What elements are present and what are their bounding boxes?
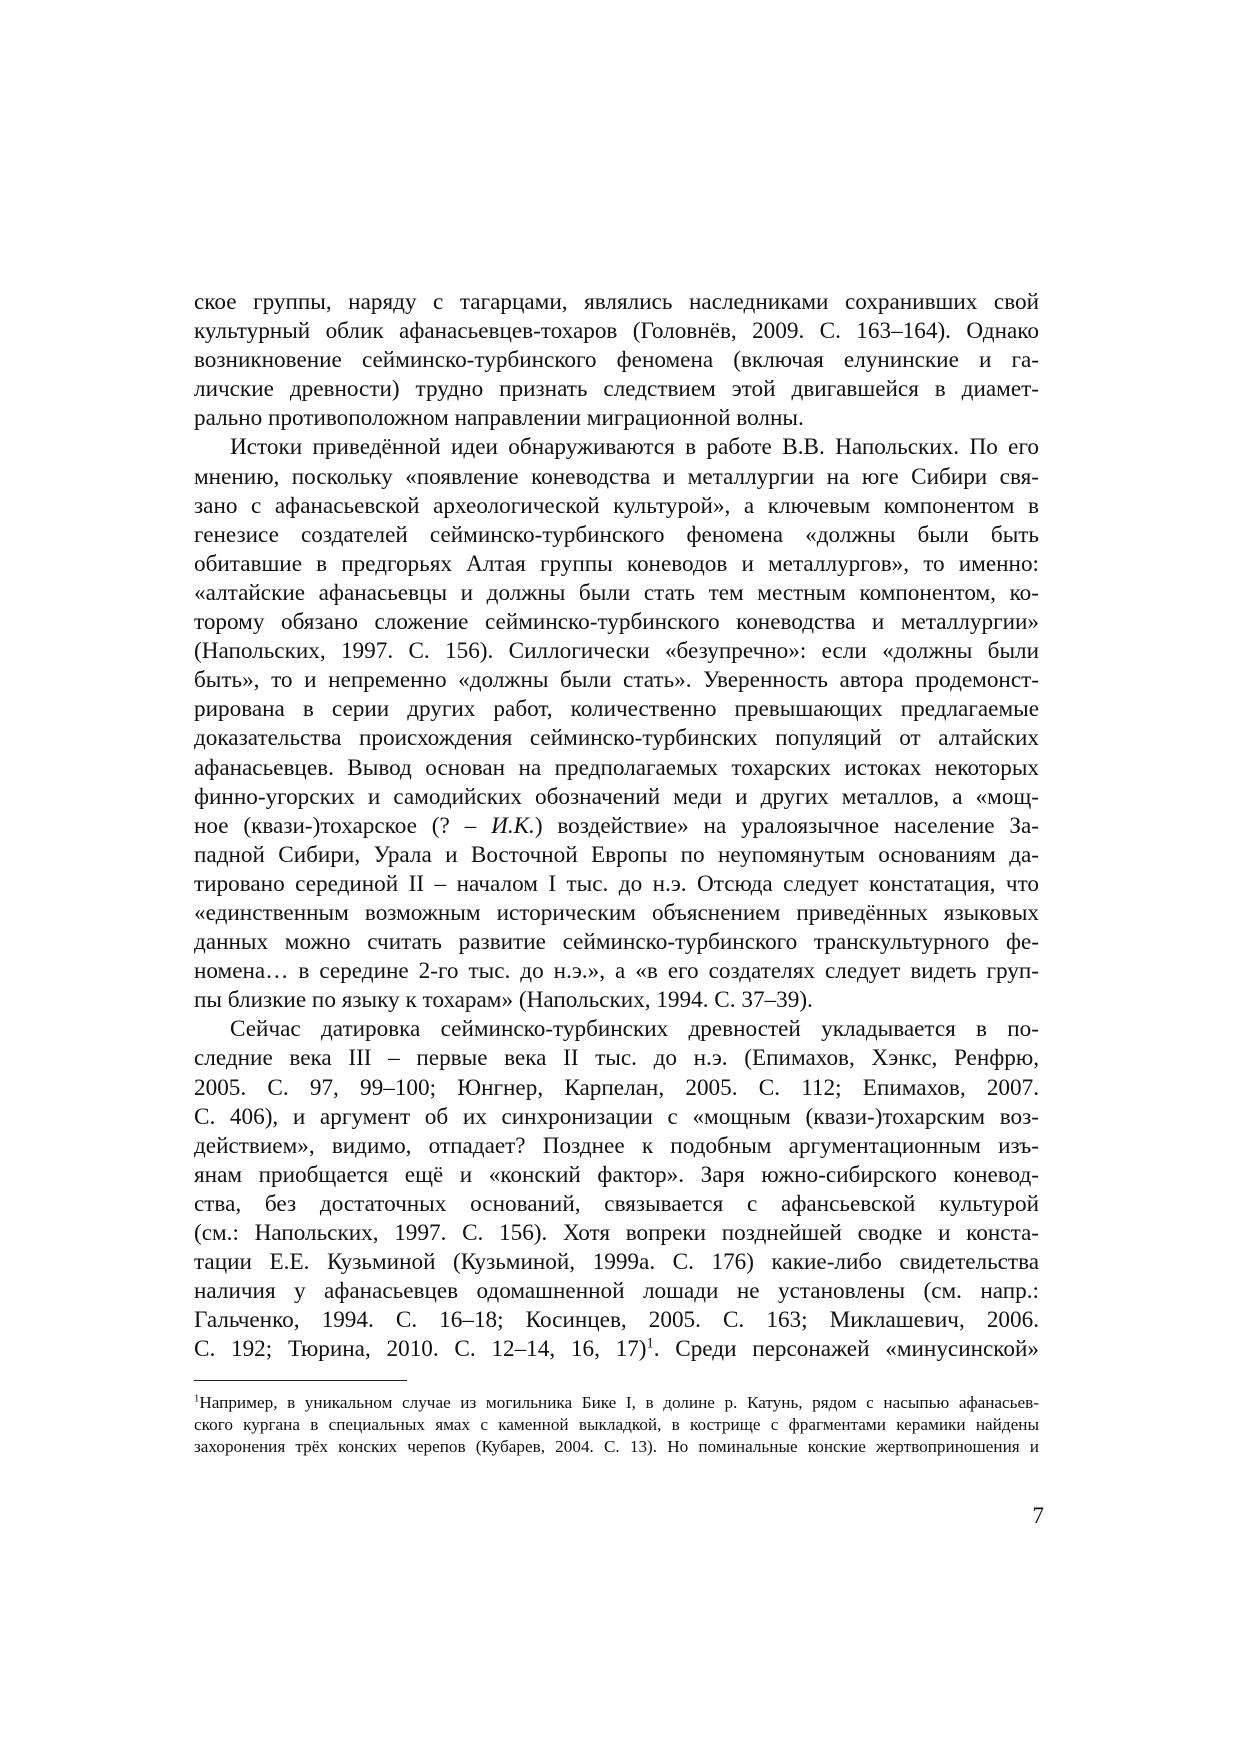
text-line: следние века III – первые века II тыс. до н.э. (Епимахов, Хэнкс, Ренфрю,: [194, 1045, 1039, 1072]
text-line: тации Е.Е. Кузьминой (Кузьминой, 1999а. С. 176) какие-либо свидетельства: [194, 1249, 1039, 1276]
main-text: [194, 288, 1039, 1364]
text-line: возникновение сейминско-турбинского феномена (включая елунинские и га-: [194, 347, 1039, 374]
text-line: финно-угорских и самодийских обозначений меди и других металлов, а «мощ-: [194, 783, 1039, 810]
text-line: «алтайские афанасьевцы и должны были стать тем местным компонентом, ко-: [194, 579, 1039, 606]
page-number: 7: [1032, 1503, 1044, 1528]
text-line: Гальченко, 1994. С. 16–18; Косинцев, 2005. С. 163; Миклашевич, 2006.: [194, 1307, 1039, 1334]
text-line: С. 192; Тюрина, 2010. С. 12–14, 16, 17)$^1$. Среди персонажей «минусинской»: [194, 1335, 1039, 1363]
footnote-line: [194, 1392, 1039, 1414]
text-line: Истоки приведённой идеи обнаруживаются в работе В.В. Напольских. По его: [230, 434, 1039, 461]
footnote: [194, 1392, 1039, 1458]
text-line: доказательства происхождения сейминско-турбинских популяций от алтайских: [194, 725, 1039, 752]
text-line: «единственным возможным историческим объяснением приведённых языковых: [194, 899, 1039, 926]
footnote-divider: [194, 1380, 407, 1381]
text-line: ства, без достаточных оснований, связывается с афансьевской культурой: [194, 1190, 1039, 1217]
text-line: янам приобщается ещё и «конский фактор». Заря южно-сибирского коневод-: [194, 1161, 1039, 1188]
text-line: данных можно считать развитие сейминско-турбинского транскультурного фе-: [194, 929, 1039, 956]
paragraph-1: [194, 288, 1039, 433]
text-line: ское группы, наряду с тагарцами, являлись наследниками сохранивших свой: [194, 289, 1039, 315]
text-line: личские древности) трудно признать следствием этой двигавшейся в диамет-: [194, 376, 1039, 403]
text-line: номена… в середине 2-го тыс. до н.э.», а «в его создателях следует видеть груп-: [194, 958, 1039, 985]
footnote-line: ского кургана в специальных ямах с каменной выкладкой, в кострище с фрагментами керамики найдены: [194, 1415, 1039, 1434]
text-line: тировано серединой II – началом I тыс. до н.э. Отсюда следует констатация, что: [194, 870, 1039, 897]
footnote-line: захоронения трёх конских черепов (Кубарев, 2004. С. 13). Но поминальные конские жертвоприношения и: [194, 1437, 1039, 1456]
text-line: (см.: Напольских, 1997. С. 156). Хотя вопреки позднейшей сводке и конста-: [194, 1220, 1039, 1246]
text-line: обитавшие в предгорьях Алтая группы коневодов и металлургов», то именно:: [194, 550, 1039, 577]
footnote-marker: 1: [194, 1393, 200, 1405]
paragraph-2: [194, 433, 1039, 1015]
footnote-text: Например, в уникальном случае из могильника Бике I, в долине р. Катунь, рядом с насыпью афанасьев-: [199, 1393, 1039, 1412]
text-line: зано с афанасьевской археологической культурой», а ключевым компонентом в: [194, 492, 1039, 519]
text-line: ное (квази-)тохарское (? – И.К.) воздействие» на уралоязычное население За-: [194, 812, 1039, 839]
text-line: 2005. С. 97, 99–100; Юнгнер, Карпелан, 2005. С. 112; Епимахов, 2007.: [194, 1074, 1039, 1101]
text-line: наличия у афанасьевцев одомашненной лошади не установлены (см. напр.:: [194, 1278, 1039, 1305]
text-line: С. 406), и аргумент об их синхронизации с «мощным (квази-)тохарским воз-: [194, 1103, 1039, 1130]
paragraph-3: [194, 1015, 1039, 1364]
text-line: культурный облик афанасьевцев-тохаров (Головнёв, 2009. С. 163–164). Однако: [194, 318, 1039, 345]
text-line: рально противоположном направлении миграционной волны.: [194, 405, 804, 432]
footnote-reference: 1: [646, 1335, 654, 1352]
text-line: (Напольских, 1997. С. 156). Силлогически «безупречно»: если «должны были: [194, 638, 1039, 665]
text-line: рирована в серии других работ, количественно превышающих предлагаемые: [194, 696, 1039, 723]
text-line: падной Сибири, Урала и Восточной Европы по неупомянутым основаниям да-: [194, 841, 1039, 868]
text-line: афанасьевцев. Вывод основан на предполагаемых тохарских истоках некоторых: [194, 754, 1039, 781]
text-line: мнению, поскольку «появление коневодства и металлургии на юге Сибири свя-: [194, 463, 1039, 490]
text-line: действием», видимо, отпадает? Позднее к подобным аргументационным изъ-: [194, 1132, 1039, 1159]
author-initials: И.К.: [491, 812, 535, 839]
text-line: быть», то и непременно «должны были стать». Уверенность автора продемонст-: [194, 667, 1039, 694]
text-line: пы близкие по языку к тохарам» (Напольских, 1994. С. 37–39).: [194, 987, 813, 1014]
text-line: генезисе создателей сейминско-турбинского феномена «должны были быть: [194, 521, 1039, 548]
text-line: торому обязано сложение сейминско-турбинского коневодства и металлургии»: [194, 609, 1039, 636]
text-line: Сейчас датировка сейминско-турбинских древностей укладывается в по-: [230, 1016, 1039, 1043]
